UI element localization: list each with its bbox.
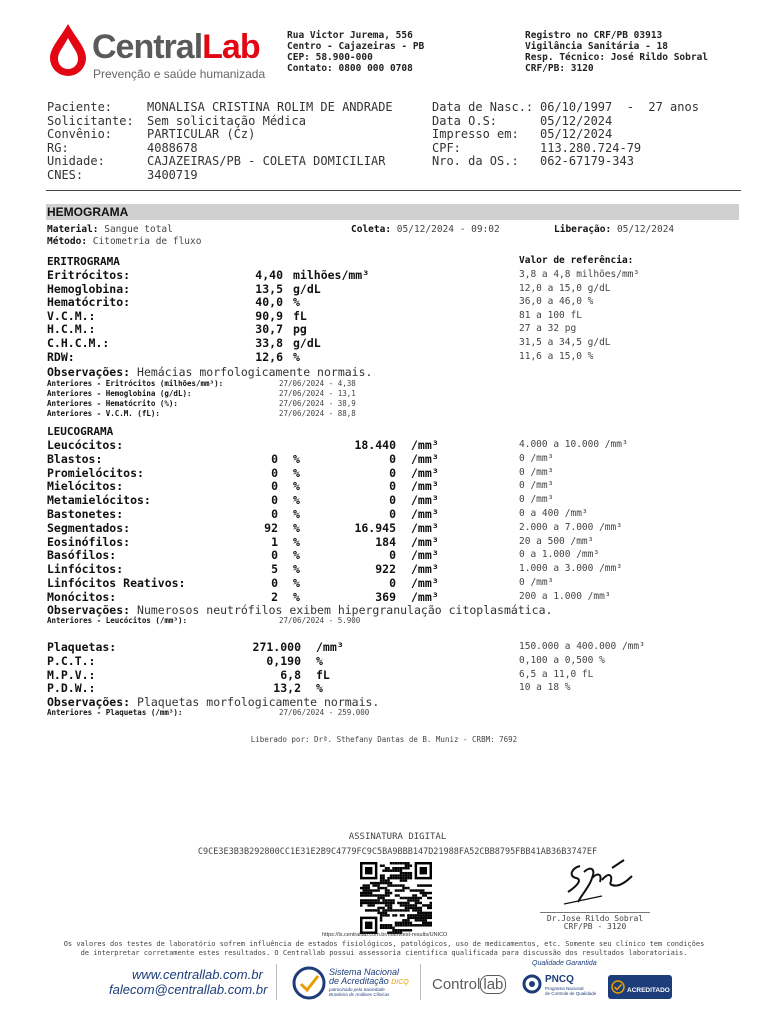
eritrograma-title: ERITROGRAMA: [47, 255, 120, 268]
previous-value: 27/06/2024 - 259.000: [279, 708, 370, 717]
result-label: C.H.C.M.:: [47, 336, 110, 350]
leucograma-row: [0, 521, 768, 535]
lab-address: Rua Victor Jurema, 556 Centro - Cajazeiras - PB CEP: 58.900-000 Contato: 0800 000 0708: [287, 30, 425, 74]
leucograma-title: LEUCOGRAMA: [47, 425, 114, 438]
result-label: Bastonetes:: [47, 507, 124, 521]
footer-divider: [276, 964, 277, 1000]
result-unit: /mm³: [411, 520, 439, 535]
result-absolute: 0: [389, 548, 396, 563]
leucograma-row: [0, 590, 768, 604]
reference-range: 1.000 a 3.000 /mm³: [519, 563, 622, 575]
result-label: Monócitos:: [47, 589, 117, 604]
result-value: 0,190: [266, 653, 301, 668]
result-label: Hematócrito:: [47, 295, 131, 310]
result-unit: g/dL: [293, 336, 321, 350]
previous-label: Anteriores - Eritrócitos (milhões/mm³):: [47, 379, 224, 388]
percent-unit: %: [293, 520, 300, 535]
result-label: Hemoglobina:: [47, 281, 131, 296]
result-unit: /mm³: [411, 548, 439, 563]
eritrograma-row: [0, 309, 768, 323]
controllab-logo: Control lab: [432, 976, 506, 993]
result-label: Metamielócitos:: [47, 493, 151, 508]
leucograma-row: [0, 479, 768, 493]
leucograma-row: [0, 452, 768, 466]
result-unit: /mm³: [411, 507, 439, 521]
previous-label: Anteriores - Plaquetas (/mm³):: [47, 708, 183, 717]
result-percent: 0: [271, 507, 278, 521]
reference-range: 0 /mm³: [519, 494, 554, 506]
result-unit: g/dL: [293, 281, 321, 296]
reference-range: 2.000 a 7.000 /mm³: [519, 521, 622, 533]
reference-range: 6,5 a 11,0 fL: [519, 668, 594, 680]
reference-range: 4.000 a 10.000 /mm³: [519, 439, 628, 450]
result-value: 6,8: [280, 667, 301, 682]
result-unit: %: [316, 653, 323, 668]
result-value: 90,9: [255, 308, 283, 323]
result-unit: fL: [316, 667, 330, 682]
result-absolute: 184: [375, 534, 396, 549]
reference-range: 0,100 a 0,500 %: [519, 654, 605, 666]
percent-unit: %: [293, 548, 300, 563]
reference-range: 200 a 1.000 /mm³: [519, 590, 611, 602]
result-percent: 0: [271, 479, 278, 494]
verification-url[interactable]: https://ls.centrallab.com.br/main/test-results/UNICO: [322, 932, 448, 938]
result-percent: 92: [264, 520, 278, 535]
previous-result: [0, 389, 768, 399]
eritrograma-row: [0, 268, 768, 282]
percent-unit: %: [293, 479, 300, 494]
signature-scribble: [562, 858, 634, 914]
result-unit: /mm³: [411, 465, 439, 480]
result-value: 13,2: [273, 681, 301, 696]
result-unit: pg: [293, 322, 307, 337]
reference-range: 11,6 a 15,0 %: [519, 350, 594, 362]
result-percent: 1: [271, 534, 278, 549]
result-label: Linfócitos Reativos:: [47, 576, 186, 590]
plaquetas-observation: Observações: Plaquetas morfologicamente normais.: [47, 695, 380, 709]
eritrograma-row: [0, 322, 768, 336]
result-absolute: 0: [389, 451, 396, 466]
result-unit: /mm³: [316, 640, 344, 654]
exam-material: Material: Sangue total: [47, 224, 173, 235]
result-unit: /mm³: [411, 493, 439, 508]
result-label: Leucócitos:: [47, 438, 124, 452]
exam-coleta: Coleta: 05/12/2024 - 09:02: [351, 224, 500, 235]
previous-result: [0, 708, 768, 718]
reference-range: 0 /mm³: [519, 577, 554, 588]
reference-range: 3,8 a 4,8 milhões/mm³: [519, 269, 640, 280]
brand-tagline: Prevenção e saúde humanizada: [93, 67, 266, 81]
percent-unit: %: [293, 465, 300, 480]
previous-value: 27/06/2024 - 5.900: [279, 616, 361, 625]
reference-range: 0 a 400 /mm³: [519, 508, 588, 519]
reference-range: 81 a 100 fL: [519, 309, 582, 321]
disclaimer-line-2: de interpretar corretamente estes resultados. O Centrallab possui assessoria científica qualificada para discussão dos resultados laboratoriais.: [80, 949, 688, 957]
percent-unit: %: [293, 576, 300, 590]
leucograma-row: [0, 548, 768, 562]
leucograma-observation: Observações: Numerosos neutrófilos exibem hipergranulação citoplasmática.: [47, 603, 553, 617]
percent-unit: %: [293, 451, 300, 466]
previous-value: 27/06/2024 - 38,9: [279, 399, 356, 408]
result-absolute: 369: [375, 589, 396, 604]
dicq-text: Sistema Nacional de Acreditação DICQ patrocinado pela Sociedade Brasileira de Análises Clínicas: [329, 967, 409, 997]
result-unit: /mm³: [411, 562, 439, 577]
result-unit: /mm³: [411, 576, 439, 590]
result-label: H.C.M.:: [47, 322, 96, 337]
result-value: 40,0: [255, 295, 283, 310]
footer-divider-2: [420, 964, 421, 1000]
leucograma-row: [0, 507, 768, 521]
reference-range: 0 /mm³: [519, 480, 554, 492]
pncq-icon: [522, 974, 542, 994]
leucograma-row: [0, 562, 768, 576]
leucograma-row: [0, 466, 768, 480]
patient-info-right: Data de Nasc.: 06/10/1997 - 27 anos Data O.S: 05/12/2024 Impresso em: 05/12/2024 CPF: 113.280.724-79 Nro. da OS.: 062-67179-343: [432, 100, 699, 168]
result-label: Eritrócitos:: [47, 268, 131, 282]
result-unit: /mm³: [411, 451, 439, 466]
reference-range: 150.000 a 400.000 /mm³: [519, 641, 645, 652]
result-absolute: 922: [375, 562, 396, 577]
result-absolute: 0: [389, 479, 396, 494]
result-unit: /mm³: [411, 589, 439, 604]
signature-title: ASSINATURA DIGITAL: [348, 832, 447, 842]
reference-range: 0 /mm³: [519, 452, 554, 464]
result-label: P.C.T.:: [47, 653, 96, 668]
previous-result: [0, 616, 768, 626]
result-value: 13,5: [255, 281, 283, 296]
leucograma-row: [0, 576, 768, 590]
result-value: 33,8: [255, 336, 283, 350]
lab-registry: Registro no CRF/PB 03913 Vigilância Sanitária - 18 Resp. Técnico: José Rildo Sobral CRF/PB: 3120: [525, 30, 709, 74]
result-label: V.C.M.:: [47, 308, 96, 323]
website-link[interactable]: www.centrallab.com.br: [132, 967, 263, 982]
previous-result: [0, 409, 768, 419]
previous-result: [0, 379, 768, 389]
result-value: 30,7: [255, 322, 283, 337]
result-absolute: 18.440: [354, 438, 396, 452]
result-label: Basófilos:: [47, 548, 117, 563]
plaquetas-row: [0, 640, 768, 654]
result-label: Eosinófilos:: [47, 534, 131, 549]
section-title: HEMOGRAMA: [47, 205, 129, 219]
email-link[interactable]: falecom@centrallab.com.br: [109, 982, 268, 997]
result-label: Segmentados:: [47, 520, 131, 535]
result-label: M.P.V.:: [47, 667, 96, 682]
percent-unit: %: [293, 534, 300, 549]
result-percent: 0: [271, 465, 278, 480]
result-absolute: 0: [389, 507, 396, 521]
released-by: Liberado por: Drª. Sthefany Dantas de B. Muniz - CRBM: 7692: [250, 735, 518, 744]
result-unit: %: [293, 349, 300, 364]
leucograma-row: [0, 493, 768, 507]
result-unit: %: [316, 681, 323, 696]
result-label: Promielócitos:: [47, 465, 144, 480]
eritrograma-row: [0, 350, 768, 364]
header-separator: [46, 190, 741, 191]
percent-unit: %: [293, 493, 300, 508]
previous-value: 27/06/2024 - 4,38: [279, 379, 356, 388]
previous-label: Anteriores - Hematócrito (%):: [47, 399, 178, 408]
plaquetas-row: [0, 668, 768, 682]
result-percent: 0: [271, 493, 278, 508]
accredited-badge: ACREDITADO: [608, 975, 672, 999]
result-absolute: 0: [389, 465, 396, 480]
reference-range: 12,0 a 15,0 g/dL: [519, 282, 611, 294]
eritrograma-observation: Observações: Hemácias morfologicamente normais.: [47, 365, 373, 379]
exam-liberacao: Liberação: 05/12/2024: [554, 224, 675, 235]
reference-range: 20 a 500 /mm³: [519, 535, 594, 547]
result-value: 12,6: [255, 349, 283, 364]
result-label: Plaquetas:: [47, 640, 117, 654]
reference-range: 27 a 32 pg: [519, 323, 577, 335]
patient-info-left: Paciente: MONALISA CRISTINA ROLIM DE ANDRADE Solicitante: Sem solicitação Médica Convênio: PARTICULAR (Cz) RG: 4088678 Unidade: CAJAZEIRAS/PB - COLETA DOMICILIAR CNES: 3400719: [47, 100, 393, 182]
check-icon: [611, 980, 625, 994]
qr-code-icon[interactable]: [360, 862, 432, 934]
signer-name: Dr.Jose Rildo Sobral: [540, 912, 650, 923]
leucograma-row: [0, 535, 768, 549]
eritrograma-row: [0, 336, 768, 350]
dicq-seal-icon: [292, 966, 326, 1000]
result-absolute: 0: [389, 493, 396, 508]
percent-unit: %: [293, 562, 300, 577]
result-percent: 0: [271, 451, 278, 466]
previous-label: Anteriores - Leucócitos (/mm³):: [47, 616, 187, 625]
result-unit: /mm³: [411, 479, 439, 494]
result-label: P.D.W.:: [47, 681, 96, 696]
eritrograma-row: [0, 295, 768, 309]
result-unit: /mm³: [411, 438, 439, 452]
section-bar: [46, 204, 739, 220]
previous-value: 27/06/2024 - 88,8: [279, 409, 356, 418]
signer-crf: CRF/PB - 3120: [563, 922, 627, 931]
disclaimer-line-1: Os valores dos testes de laboratório sofrem influência de estados fisiológicos, patológicos, uso de medicamentos, etc. Somente seu clínico tem condições: [63, 940, 705, 948]
plaquetas-row: [0, 681, 768, 695]
plaquetas-row: [0, 654, 768, 668]
result-percent: 2: [271, 589, 278, 604]
quality-caption: Qualidade Garantida: [532, 960, 597, 967]
previous-value: 27/06/2024 - 13,1: [279, 389, 356, 398]
reference-range: 0 /mm³: [519, 466, 554, 478]
result-label: Linfócitos:: [47, 562, 124, 577]
reference-header: Valor de referência:: [519, 255, 634, 266]
signature-hash: C9CE3E3B3B292800CC1E31E2B9C4779FC9C5BA9BBB147D21988FA52CBB8795FBB41AB36B3747EF: [197, 847, 598, 857]
result-unit: %: [293, 295, 300, 310]
result-unit: /mm³: [411, 534, 439, 549]
result-unit: fL: [293, 308, 307, 323]
eritrograma-row: [0, 282, 768, 296]
reference-range: 10 a 18 %: [519, 682, 571, 694]
reference-range: 0 a 1.000 /mm³: [519, 549, 600, 561]
result-absolute: 16.945: [354, 520, 396, 535]
percent-unit: %: [293, 589, 300, 604]
result-percent: 0: [271, 576, 278, 590]
exam-metodo: Método: Citometria de fluxo: [47, 236, 202, 247]
leucograma-total-row: [0, 438, 768, 452]
percent-unit: %: [293, 507, 300, 521]
result-label: RDW:: [47, 349, 75, 364]
result-label: Blastos:: [47, 451, 103, 466]
reference-range: 36,0 a 46,0 %: [519, 296, 594, 308]
previous-label: Anteriores - V.C.M. (fL):: [47, 409, 160, 418]
previous-result: [0, 399, 768, 409]
result-unit: milhões/mm³: [293, 268, 370, 282]
brand-logo-drop-icon: [48, 22, 88, 78]
brand-name: CentralLab: [92, 28, 260, 66]
result-value: 4,40: [255, 268, 283, 282]
result-label: Mielócitos:: [47, 479, 124, 494]
result-percent: 5: [271, 562, 278, 577]
result-percent: 0: [271, 548, 278, 563]
result-value: 271.000: [252, 640, 301, 654]
reference-range: 31,5 a 34,5 g/dL: [519, 337, 611, 348]
previous-label: Anteriores - Hemoglobina (g/dL):: [47, 389, 192, 398]
result-absolute: 0: [389, 576, 396, 590]
